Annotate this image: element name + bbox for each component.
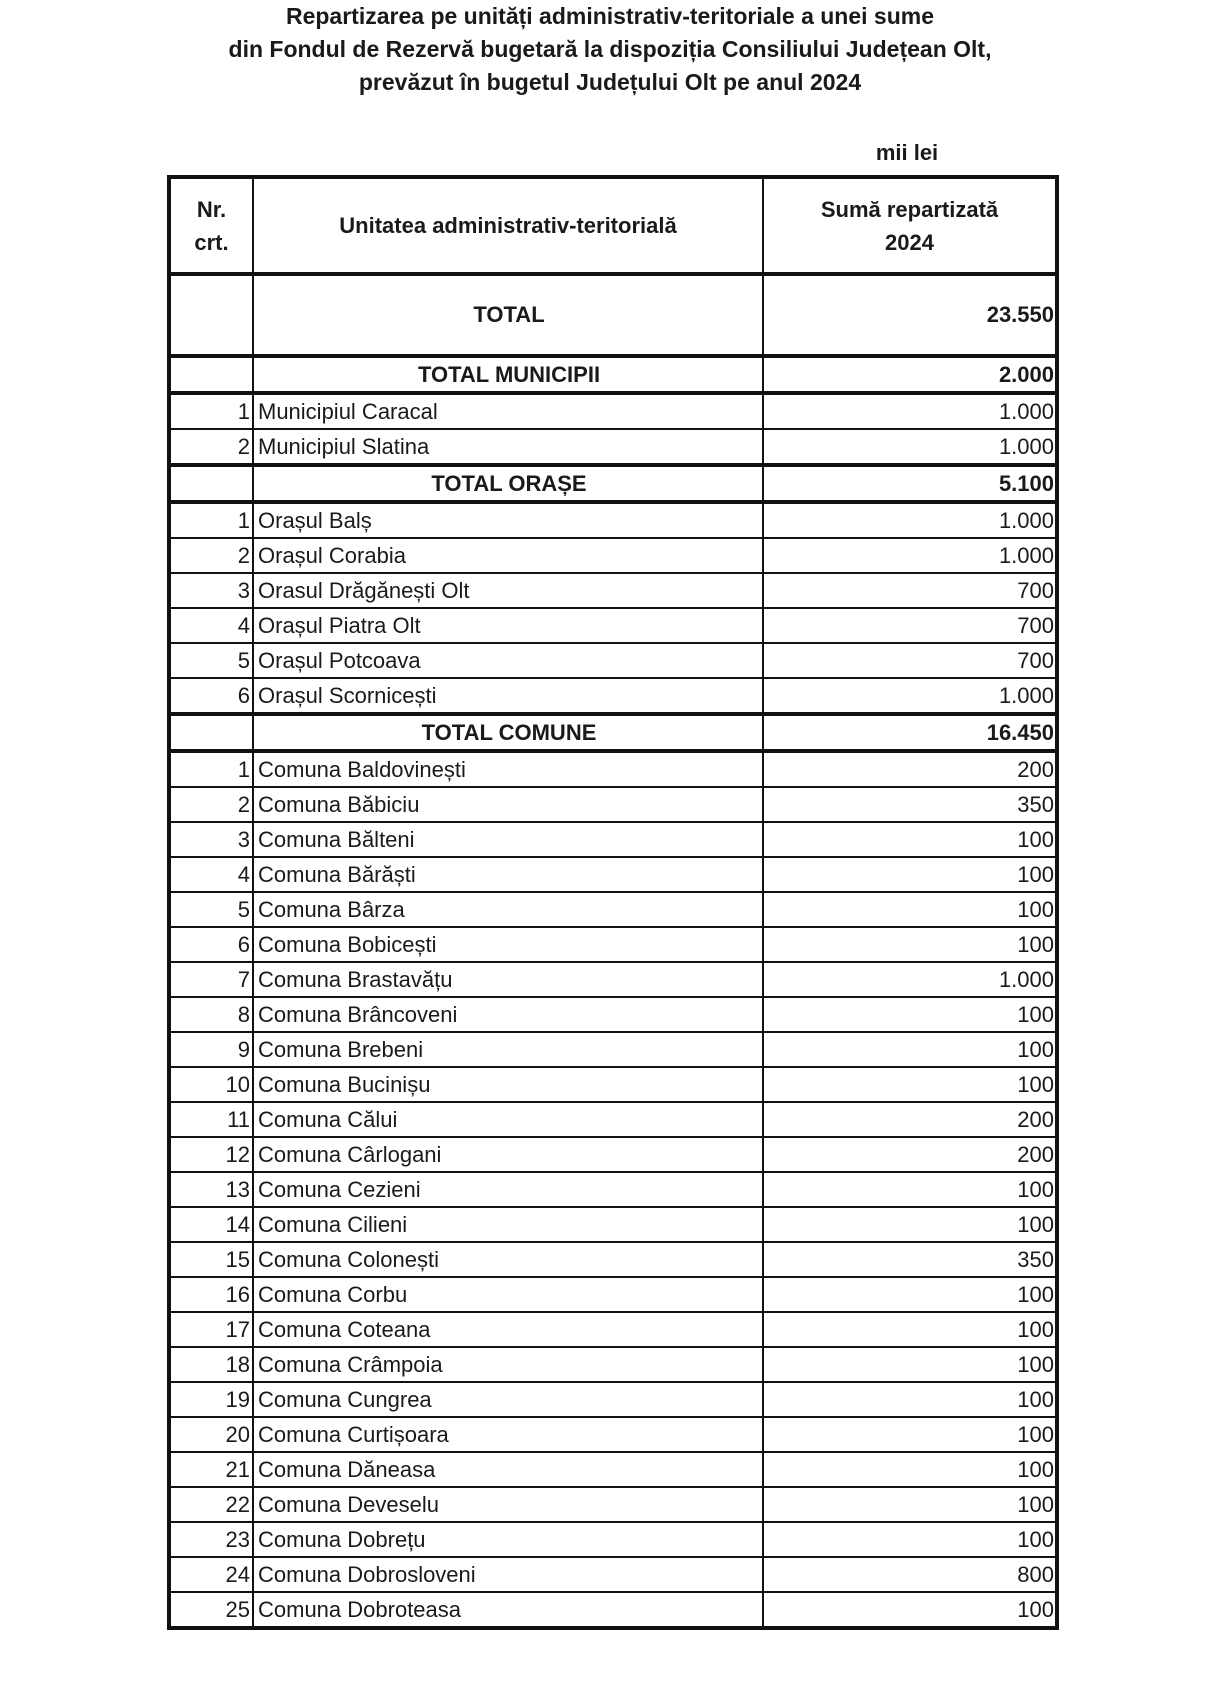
row-amount: 1.000 (763, 538, 1057, 573)
table-row (169, 1137, 1057, 1172)
row-unit-name: Orașul Balș (253, 502, 763, 538)
row-unit-name: Comuna Baldovinești (253, 751, 763, 787)
row-unit-name: Comuna Cezieni (253, 1172, 763, 1207)
row-amount: 100 (763, 1032, 1057, 1067)
row-unit-name: Comuna Deveselu (253, 1487, 763, 1522)
row-nr: 21 (169, 1452, 253, 1487)
row-unit-name: Comuna Bărăști (253, 857, 763, 892)
row-unit-name: Comuna Coteana (253, 1312, 763, 1347)
row-unit-name: Orașul Scornicești (253, 678, 763, 714)
row-amount: 100 (763, 927, 1057, 962)
row-nr: 2 (169, 787, 253, 822)
row-unit-name: Comuna Colonești (253, 1242, 763, 1277)
row-nr: 24 (169, 1557, 253, 1592)
section-total-nr (169, 465, 253, 502)
row-nr: 16 (169, 1277, 253, 1312)
grand-total-row (169, 274, 1057, 356)
title-line-3: prevăzut în bugetul Județului Olt pe anul 2024 (358, 69, 862, 95)
table-row (169, 393, 1057, 429)
table-row (169, 1067, 1057, 1102)
row-unit-name: Comuna Băbiciu (253, 787, 763, 822)
row-unit-name: Comuna Brastavățu (253, 962, 763, 997)
allocation-table (167, 175, 1059, 1630)
table-row (169, 1347, 1057, 1382)
table-row (169, 751, 1057, 787)
table-row (169, 927, 1057, 962)
table-row (169, 822, 1057, 857)
header-nr-line-2: crt. (194, 229, 229, 255)
header-sum-line2: 2024 (885, 229, 934, 255)
row-unit-name: Comuna Corbu (253, 1277, 763, 1312)
table-row (169, 1522, 1057, 1557)
table-row (169, 502, 1057, 538)
row-unit-name: Comuna Bârza (253, 892, 763, 927)
grand-total-value: 23.550 (763, 274, 1057, 356)
header-nr-line-1: Nr. (196, 196, 227, 222)
row-amount: 200 (763, 751, 1057, 787)
row-amount: 100 (763, 1487, 1057, 1522)
row-nr: 17 (169, 1312, 253, 1347)
title-line-2: din Fondul de Rezervă bugetară la dispoziția Consiliului Județean Olt, (228, 36, 992, 62)
table-row (169, 1032, 1057, 1067)
row-unit-name: Comuna Dobrosloveni (253, 1557, 763, 1592)
row-unit-name: Orașul Potcoava (253, 643, 763, 678)
table-row (169, 1312, 1057, 1347)
table-row (169, 1557, 1057, 1592)
row-amount: 350 (763, 1242, 1057, 1277)
row-amount: 700 (763, 643, 1057, 678)
row-amount: 1.000 (763, 962, 1057, 997)
row-unit-name: Municipiul Caracal (253, 393, 763, 429)
row-nr: 10 (169, 1067, 253, 1102)
table-row (169, 1382, 1057, 1417)
section-total-row (169, 356, 1057, 393)
row-unit-name: Comuna Cârlogani (253, 1137, 763, 1172)
table-row (169, 1487, 1057, 1522)
section-total-nr (169, 356, 253, 393)
row-nr: 18 (169, 1347, 253, 1382)
row-amount: 100 (763, 1277, 1057, 1312)
row-nr: 1 (169, 502, 253, 538)
section-total-row (169, 465, 1057, 502)
row-unit-name: Comuna Cilieni (253, 1207, 763, 1242)
row-nr: 5 (169, 643, 253, 678)
table-row (169, 608, 1057, 643)
row-nr: 14 (169, 1207, 253, 1242)
table-row (169, 857, 1057, 892)
row-amount: 1.000 (763, 429, 1057, 465)
row-unit-name: Comuna Bălteni (253, 822, 763, 857)
row-unit-name: Orașul Corabia (253, 538, 763, 573)
row-nr: 20 (169, 1417, 253, 1452)
row-amount: 1.000 (763, 502, 1057, 538)
table-row (169, 643, 1057, 678)
section-total-label: TOTAL ORAȘE (253, 465, 763, 502)
grand-total-nr (169, 274, 253, 356)
row-unit-name: Comuna Brebeni (253, 1032, 763, 1067)
row-amount: 100 (763, 1207, 1057, 1242)
row-nr: 25 (169, 1592, 253, 1628)
table-row (169, 1417, 1057, 1452)
row-amount: 200 (763, 1102, 1057, 1137)
row-amount: 200 (763, 1137, 1057, 1172)
row-unit-name: Municipiul Slatina (253, 429, 763, 465)
table-row (169, 429, 1057, 465)
row-amount: 350 (763, 787, 1057, 822)
row-unit-name: Comuna Dobroteasa (253, 1592, 763, 1628)
row-nr: 7 (169, 962, 253, 997)
section-total-row (169, 714, 1057, 751)
row-nr: 1 (169, 393, 253, 429)
row-amount: 100 (763, 1522, 1057, 1557)
row-amount: 700 (763, 573, 1057, 608)
row-amount: 100 (763, 1592, 1057, 1628)
row-nr: 6 (169, 927, 253, 962)
row-nr: 8 (169, 997, 253, 1032)
row-amount: 800 (763, 1557, 1057, 1592)
document-title (0, 0, 1220, 99)
row-amount: 100 (763, 1172, 1057, 1207)
table-row (169, 1242, 1057, 1277)
row-unit-name: Comuna Dobrețu (253, 1522, 763, 1557)
row-nr: 11 (169, 1102, 253, 1137)
row-nr: 19 (169, 1382, 253, 1417)
table-row (169, 787, 1057, 822)
section-total-value: 16.450 (763, 714, 1057, 751)
row-amount: 100 (763, 997, 1057, 1032)
row-nr: 12 (169, 1137, 253, 1172)
row-amount: 100 (763, 1312, 1057, 1347)
table-row (169, 1452, 1057, 1487)
title-line-1: Repartizarea pe unități administrativ-teritoriale a unei sume (285, 3, 935, 29)
section-total-label: TOTAL MUNICIPII (253, 356, 763, 393)
row-nr: 1 (169, 751, 253, 787)
row-nr: 23 (169, 1522, 253, 1557)
unit-label: mii lei (875, 140, 939, 165)
table-row (169, 892, 1057, 927)
row-unit-name: Orasul Drăgănești Olt (253, 573, 763, 608)
row-amount: 100 (763, 822, 1057, 857)
section-total-value: 5.100 (763, 465, 1057, 502)
row-nr: 5 (169, 892, 253, 927)
section-total-value: 2.000 (763, 356, 1057, 393)
table-header (169, 177, 1057, 274)
row-amount: 1.000 (763, 678, 1057, 714)
row-unit-name: Comuna Curtișoara (253, 1417, 763, 1452)
row-nr: 2 (169, 538, 253, 573)
header-nr (169, 177, 253, 274)
row-unit-name: Comuna Bobicești (253, 927, 763, 962)
row-nr: 13 (169, 1172, 253, 1207)
row-nr: 2 (169, 429, 253, 465)
table-row (169, 962, 1057, 997)
table-row (169, 997, 1057, 1032)
row-nr: 3 (169, 822, 253, 857)
row-unit-name: Comuna Dăneasa (253, 1452, 763, 1487)
row-unit-name: Comuna Bucinișu (253, 1067, 763, 1102)
row-amount: 100 (763, 1067, 1057, 1102)
table-row (169, 1172, 1057, 1207)
row-amount: 700 (763, 608, 1057, 643)
table-row (169, 538, 1057, 573)
row-nr: 4 (169, 608, 253, 643)
grand-total-label: TOTAL (253, 274, 763, 356)
row-amount: 100 (763, 1417, 1057, 1452)
row-nr: 6 (169, 678, 253, 714)
section-total-label: TOTAL COMUNE (253, 714, 763, 751)
row-unit-name: Comuna Brâncoveni (253, 997, 763, 1032)
row-amount: 100 (763, 1347, 1057, 1382)
row-amount: 1.000 (763, 393, 1057, 429)
row-nr: 15 (169, 1242, 253, 1277)
table-row (169, 1102, 1057, 1137)
header-name: Unitatea administrativ-teritorială (253, 177, 763, 274)
table-row (169, 1277, 1057, 1312)
row-nr: 9 (169, 1032, 253, 1067)
table-row (169, 573, 1057, 608)
row-amount: 100 (763, 857, 1057, 892)
row-unit-name: Comuna Cungrea (253, 1382, 763, 1417)
row-unit-name: Comuna Crâmpoia (253, 1347, 763, 1382)
row-nr: 22 (169, 1487, 253, 1522)
header-sum-line1: Sumă repartizată (820, 196, 999, 222)
row-unit-name: Comuna Călui (253, 1102, 763, 1137)
row-nr: 4 (169, 857, 253, 892)
row-amount: 100 (763, 1382, 1057, 1417)
row-unit-name: Orașul Piatra Olt (253, 608, 763, 643)
row-amount: 100 (763, 1452, 1057, 1487)
row-nr: 3 (169, 573, 253, 608)
header-sum (763, 177, 1057, 274)
table-row (169, 1207, 1057, 1242)
row-amount: 100 (763, 892, 1057, 927)
table-row (169, 678, 1057, 714)
table-row (169, 1592, 1057, 1628)
section-total-nr (169, 714, 253, 751)
